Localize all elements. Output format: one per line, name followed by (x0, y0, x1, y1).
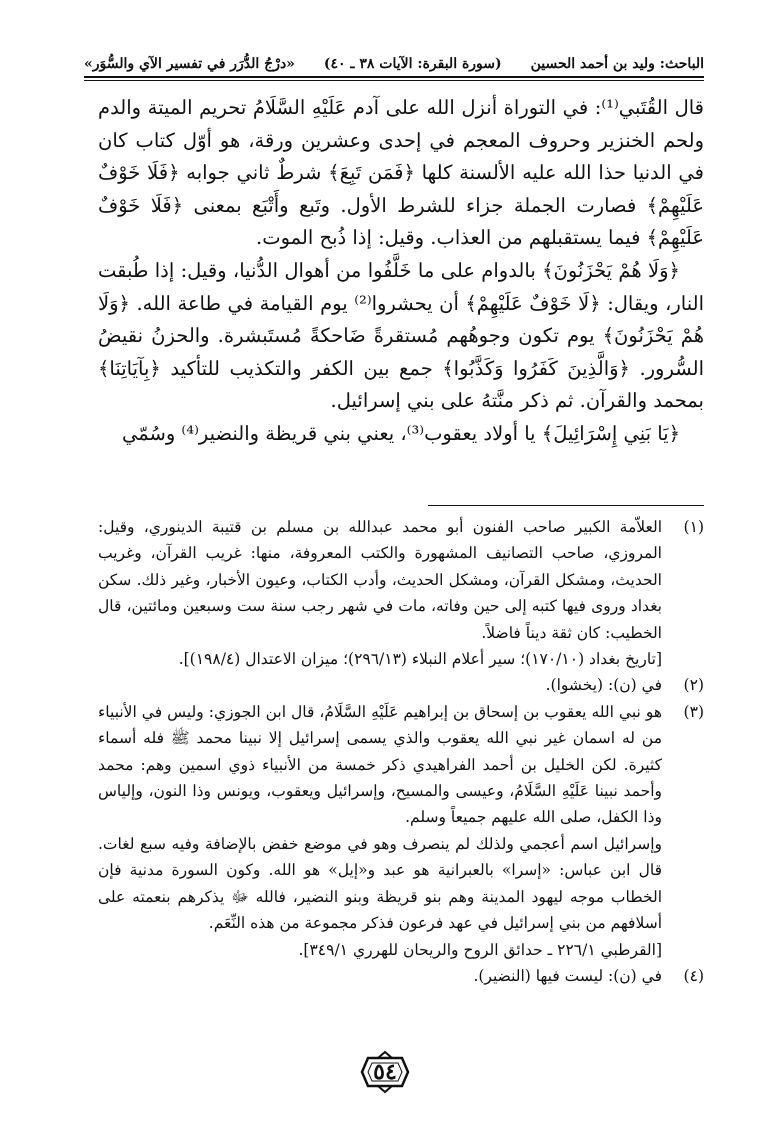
page-number-ornament (358, 1050, 412, 1094)
footnote-number: (١) (683, 518, 704, 536)
main-text (98, 92, 704, 451)
page-number: ٥٤ (373, 1059, 397, 1085)
footnote-text: في (ن): ليست فيها (النضير). (473, 966, 662, 985)
footnote-4 (98, 963, 704, 989)
header-rule (84, 76, 704, 78)
header-rule-thin (84, 80, 704, 81)
footnote-text: العلاّمة الكبير صاحب الفنون أبو محمد عبدالله بن مسلم بن قتيبة الدينوري، وقيل: المروزي، صاحب التصانيف المشهورة والكتب المعروفة، منها: غريب القرآن، وغريب الحديث، ومشكل القرآن، ومشكل الحديث، وأدب الكتاب، وعيون الأخبار، وغير ذلك. سكن بغداد وروى فيها كتبه إلى حين وفاته، مات في شهر رجب سنة ست وسبعين ومائتين، قال الخطيب: كان ثقة ديناً فاضلاً. (98, 518, 662, 642)
header-section: (سورة البقرة: الآيات ٣٨ ـ ٤٠) (323, 56, 502, 72)
footnote-3 (98, 699, 704, 963)
running-header (84, 44, 704, 72)
footnote-text: هو نبي الله يعقوب بن إسحاق بن إبراهيم عَلَيْهِ السَّلَامُ، قال ابن الجوزي: وليس في الأنبياء من له اسمان غير نبي الله يعقوب والذي يسمى إسرائيل إلا نبينا محمد ﷺ فله أسماء كثيرة. لكن الخليل بن أحمد الفراهيدي ذكر خمسة من الأنبياء ذوي اسمين وهم: محمد وأحمد نبينا عَلَيْهِ السَّلَامُ، وعيسى والمسيح، وإسرائيل ويعقوب، ويونس وذا النون، وإلياس وذا الكفل، صلى الله عليهم جميعاً وسلم. (98, 702, 662, 827)
footnote-2 (98, 672, 704, 698)
footnote-text: في (ن): (يخشوا). (545, 676, 662, 695)
footnote-1 (98, 514, 704, 672)
main-paragraph-2: ﴿وَلَا هُمْ يَحْزَنُونَ﴾ بالدوام على ما خَلَّفُوا من أهوال الدُّنيا، وقيل: إذا طُبقت النار، ويقال: ﴿لَا خَوْفٌ عَلَيْهِمْ﴾ أن يحشروا⁽²⁾ يوم القيامة في طاعة الله. ﴿وَلَا هُمْ يَحْزَنُونَ﴾ يوم تكون وجوهُهم مُستقرةً ضَاحكةً مُستَبشرة. والحزنُ نقيضُ السُّرور. ﴿وَالَّذِينَ كَفَرُوا وَكَذَّبُوا﴾ جمع بين الكفر والتكذيب للتأكيد ﴿بِآيَاتِنَا﴾ بمحمد والقرآن. ثم ذكر منَّتهُ على بني إسرائيل. (98, 258, 704, 413)
main-paragraph-3: ﴿يَا بَنِي إِسْرَائِيلَ﴾ يا أولاد يعقوب⁽³⁾، يعني بني قريظة والنضير⁽⁴⁾ وسُمّي (121, 421, 680, 445)
footnote-text-continued: وإسرائيل اسم أعجمي ولذلك لم ينصرف وهو في موضع خفض بالإضافة وفيه سبع لغات. قال ابن عباس: «إسرا» بالعبرانية هو عبد و«إيل» هو الله. وكون السورة مدنية فإن الخطاب موجه ليهود المدينة وهم بنو قريظة وبنو النضير، فالله ﷻ يذكرهم بنعمته على أسلافهم من بني إسرائيل في عهد فرعون فذكر مجموعة من هذه النِّعَم. (98, 834, 662, 933)
footnote-number: (٣) (683, 702, 704, 721)
footnote-number: (٢) (683, 676, 704, 695)
header-book-title: «درْجُ الدُّرَر في تفسير الآي والسُّوَر» (84, 56, 295, 72)
footnote-number: (٤) (683, 966, 704, 985)
footnote-reference: [تاريخ بغداد (١٧٠/١٠)؛ سير أعلام النبلاء (٢٩٦/١٣)؛ ميزان الاعتدال (١٩٨/٤)]. (178, 650, 662, 669)
footnote-separator (428, 505, 704, 506)
footnote-reference: [القرطبي ٢٢٦/١ ـ حدائق الروح والريحان للهرري ٣٤٩/١]. (298, 940, 662, 959)
header-author: الباحث: وليد بن أحمد الحسين (530, 56, 704, 72)
footnotes (98, 514, 704, 989)
main-paragraph-1: قال القُتَبي⁽¹⁾: في التوراة أنزل الله على آدم عَلَيْهِ السَّلَامُ تحريم الميتة والدم ولحم الخنزير وحروف المعجم في إحدى وعشرين ورقة، هو أوّل كتاب كان في الدنيا حذا الله عليه الألسنة كلها ﴿فَمَن تَبِعَ﴾ شرطٌ ثاني جوابه ﴿فَلَا خَوْفٌ عَلَيْهِمْ﴾ فصارت الجملة جزاء للشرط الأول. وتَبع وأَتْبَع بمعنى ﴿فَلَا خَوْفٌ عَلَيْهِمْ﴾ فيما يستقبلهم من العذاب. وقيل: إذا ذُبح الموت. (98, 96, 705, 250)
